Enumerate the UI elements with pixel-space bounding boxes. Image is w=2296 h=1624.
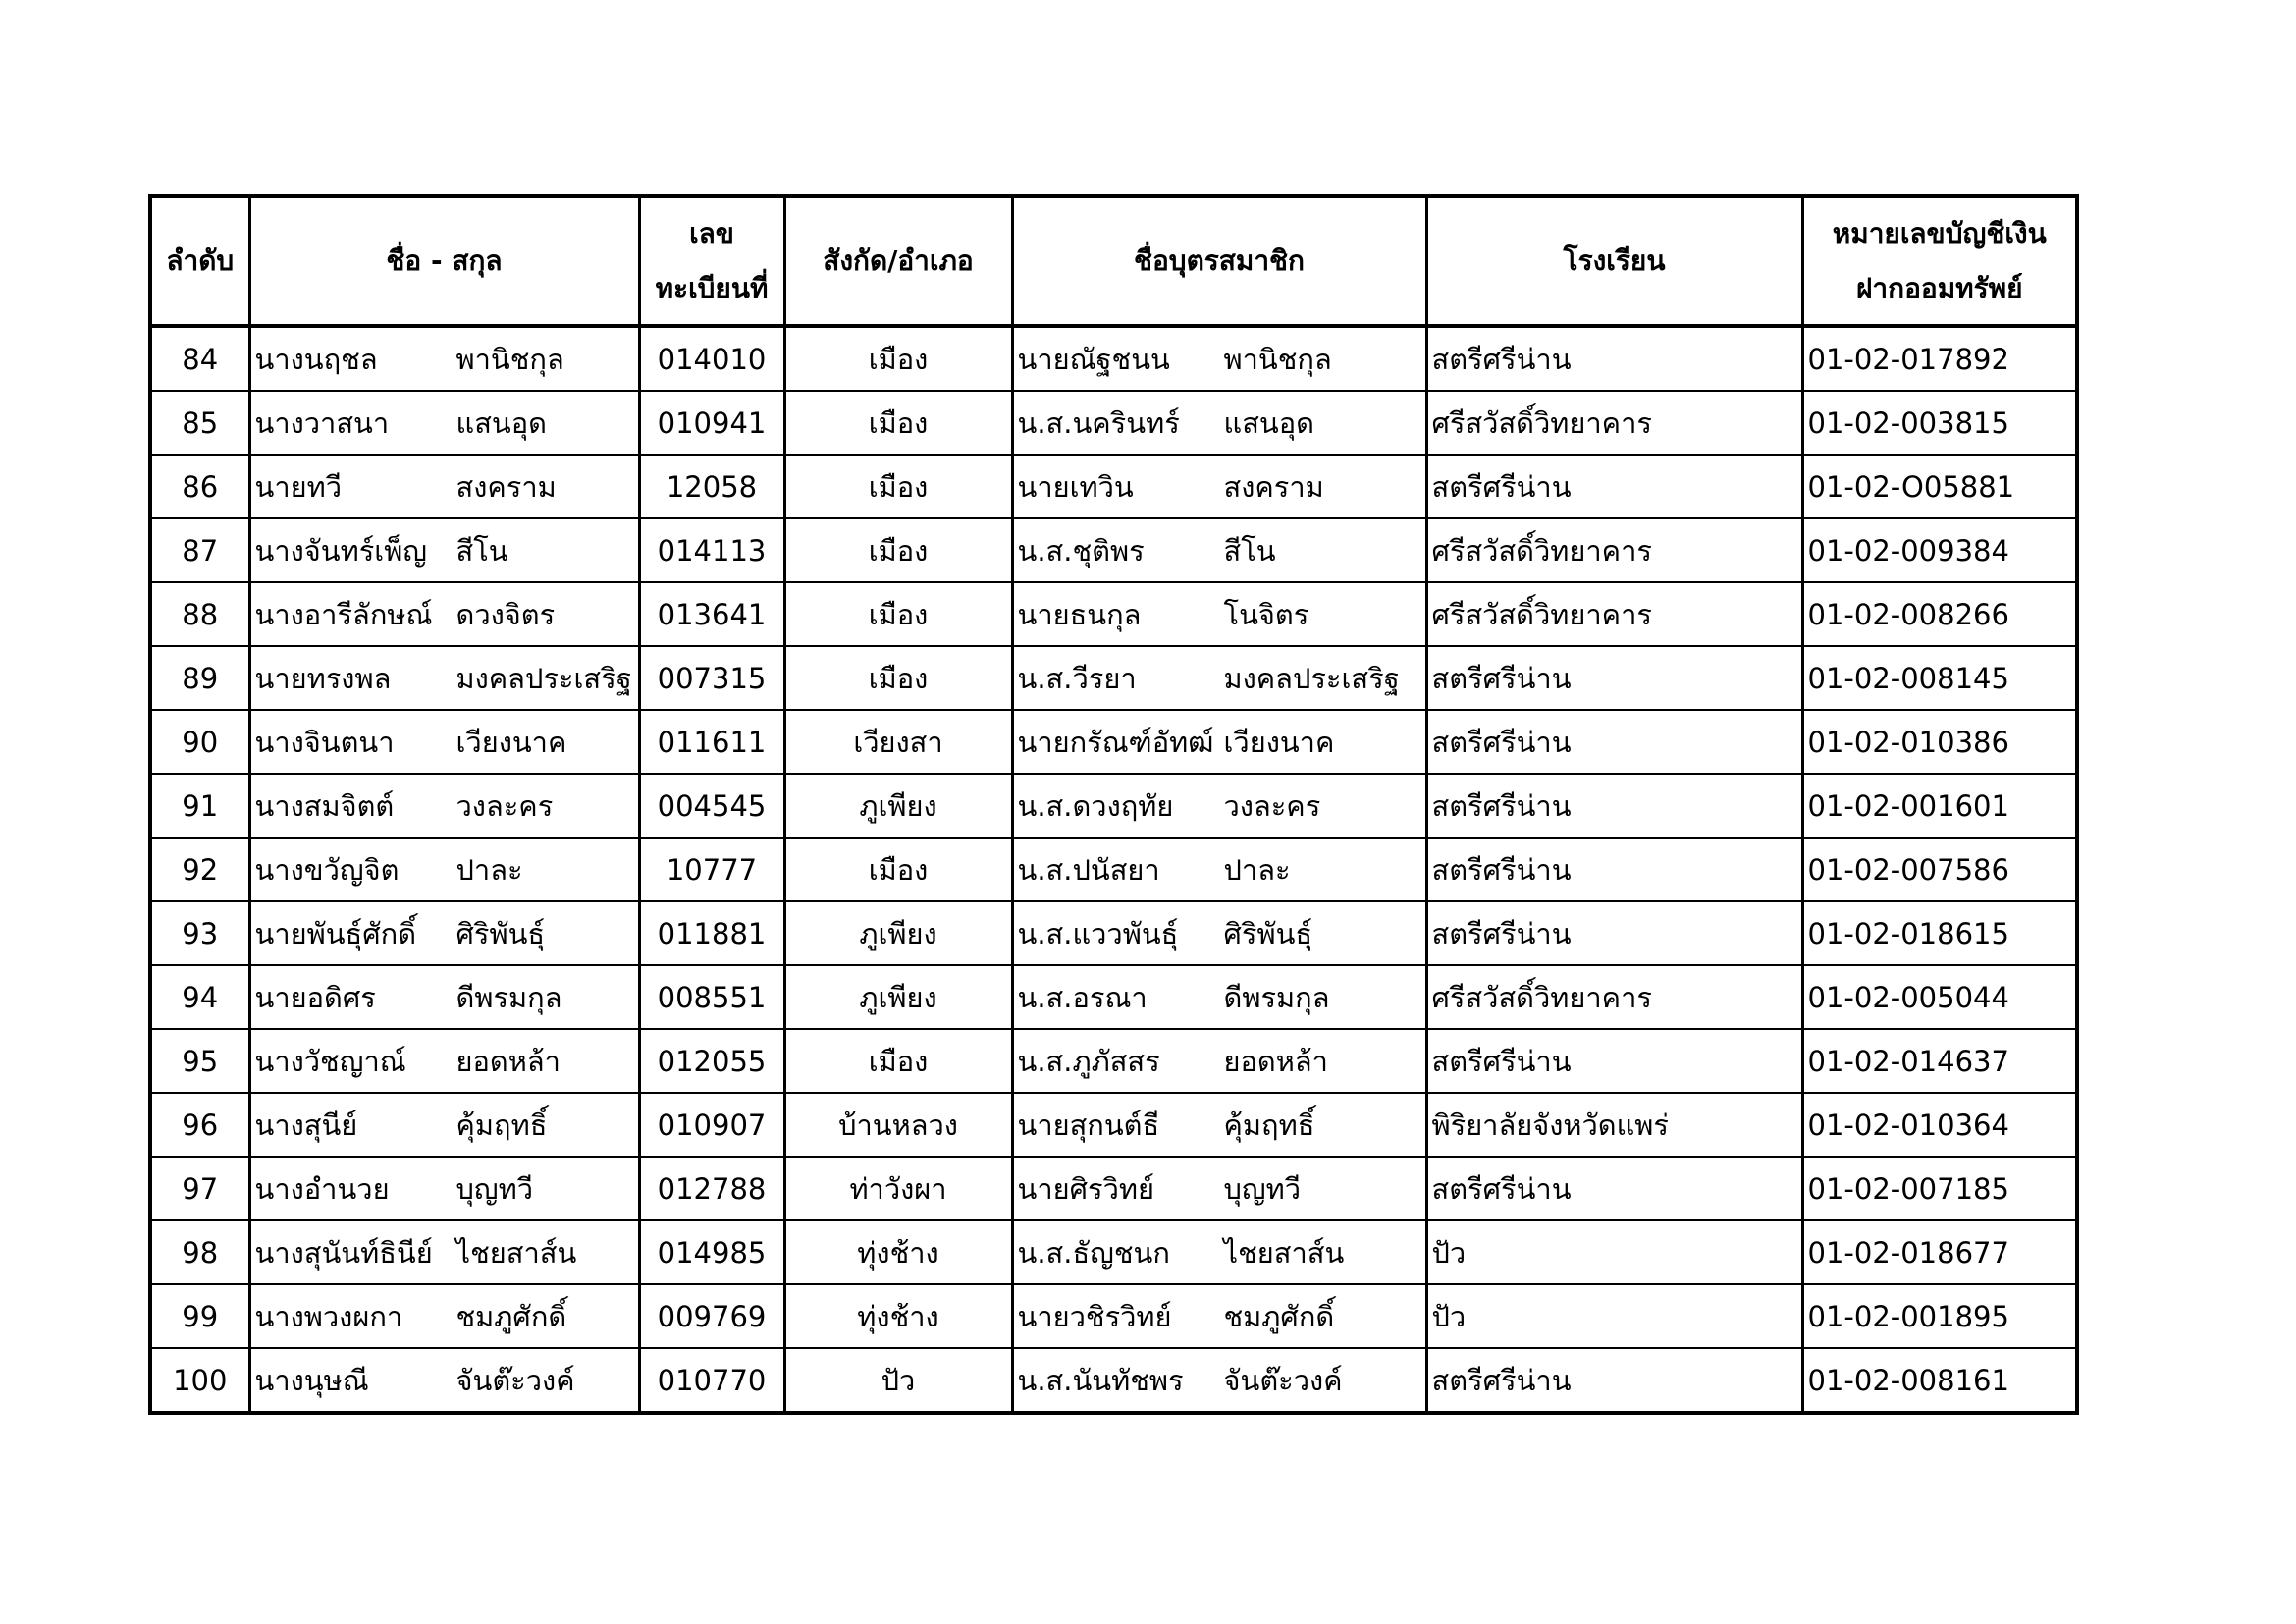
cell-child-name (1012, 774, 1426, 838)
cell-seq: 96 (150, 1093, 249, 1157)
header-seq: ลำดับ (150, 196, 249, 326)
cell-name (249, 1220, 639, 1284)
cell-school: ศรีสวัสดิ์วิทยาคาร (1426, 965, 1802, 1029)
cell-affiliation: เมือง (784, 1029, 1012, 1093)
header-child-name: ชื่อบุตรสมาชิก (1012, 196, 1426, 326)
cell-first-name: นางวาสนา (254, 406, 390, 440)
cell-affiliation: เวียงสา (784, 710, 1012, 774)
header-registration (639, 196, 784, 326)
cell-school: สตรีศรีน่าน (1426, 455, 1802, 518)
table-row (150, 1093, 2077, 1157)
cell-registration: 10777 (639, 838, 784, 901)
cell-account: 01-02-001895 (1802, 1284, 2077, 1348)
cell-account: 01-02-017892 (1802, 326, 2077, 391)
cell-first-name: นางวัชญาณ์ (254, 1044, 406, 1078)
cell-school: สตรีศรีน่าน (1426, 1029, 1802, 1093)
cell-registration: 011611 (639, 710, 784, 774)
cell-registration: 014010 (639, 326, 784, 391)
cell-first-name: นางอำนวย (254, 1171, 390, 1206)
cell-affiliation: เมือง (784, 582, 1012, 646)
table-row (150, 582, 2077, 646)
table-row (150, 646, 2077, 710)
table-row (150, 326, 2077, 391)
table-row (150, 1220, 2077, 1284)
cell-child-first-name: น.ส.อรณา (1017, 980, 1148, 1014)
cell-name (249, 1284, 639, 1348)
cell-child-name (1012, 1348, 1426, 1413)
cell-child-name (1012, 391, 1426, 455)
cell-name (249, 326, 639, 391)
cell-last-name: ปาละ (455, 852, 523, 887)
cell-account: 01-02-010386 (1802, 710, 2077, 774)
cell-child-last-name: มงคลประเสริฐ (1223, 661, 1400, 695)
cell-affiliation: เมือง (784, 455, 1012, 518)
cell-child-last-name: จันต๊ะวงค์ (1223, 1363, 1343, 1397)
cell-child-name (1012, 1220, 1426, 1284)
table-row (150, 518, 2077, 582)
cell-name (249, 582, 639, 646)
cell-seq: 93 (150, 901, 249, 965)
table-row (150, 710, 2077, 774)
cell-name (249, 774, 639, 838)
cell-child-last-name: สงคราม (1223, 469, 1324, 504)
cell-school: ศรีสวัสดิ์วิทยาคาร (1426, 518, 1802, 582)
cell-seq: 90 (150, 710, 249, 774)
cell-registration: 012055 (639, 1029, 784, 1093)
cell-child-name (1012, 1029, 1426, 1093)
cell-affiliation: ท่าวังผา (784, 1157, 1012, 1220)
header-school: โรงเรียน (1426, 196, 1802, 326)
cell-child-first-name: น.ส.ภูภัสสร (1017, 1044, 1160, 1078)
cell-last-name: วงละคร (455, 788, 554, 823)
cell-registration: 012788 (639, 1157, 784, 1220)
cell-seq: 86 (150, 455, 249, 518)
table-row (150, 965, 2077, 1029)
cell-affiliation: ภูเพียง (784, 901, 1012, 965)
cell-name (249, 455, 639, 518)
header-registration-line2: ทะเบียนที่ (655, 272, 769, 304)
cell-first-name: นางนุษณี (254, 1363, 369, 1397)
cell-registration: 007315 (639, 646, 784, 710)
cell-account: 01-02-007185 (1802, 1157, 2077, 1220)
cell-first-name: นางจินตนา (254, 725, 395, 759)
cell-seq: 87 (150, 518, 249, 582)
cell-child-first-name: น.ส.นันทัชพร (1017, 1363, 1184, 1397)
table-row (150, 1029, 2077, 1093)
cell-name (249, 391, 639, 455)
cell-school: สตรีศรีน่าน (1426, 901, 1802, 965)
cell-first-name: นายอดิศร (254, 980, 376, 1014)
cell-child-first-name: น.ส.ธัญชนก (1017, 1235, 1170, 1270)
cell-school: ปัว (1426, 1220, 1802, 1284)
cell-account: 01-02-008266 (1802, 582, 2077, 646)
cell-registration: 014113 (639, 518, 784, 582)
header-name: ชื่อ - สกุล (249, 196, 639, 326)
cell-last-name: บุญทวี (455, 1171, 534, 1206)
cell-affiliation: เมือง (784, 391, 1012, 455)
cell-child-first-name: นายวชิรวิทย์ (1017, 1299, 1172, 1333)
cell-name (249, 1157, 639, 1220)
cell-school: ปัว (1426, 1284, 1802, 1348)
cell-last-name: ไชยสาส์น (455, 1235, 577, 1270)
cell-account: 01-02-010364 (1802, 1093, 2077, 1157)
cell-school: สตรีศรีน่าน (1426, 1157, 1802, 1220)
cell-affiliation: ทุ่งช้าง (784, 1220, 1012, 1284)
member-table-container (148, 194, 2075, 1415)
cell-registration: 009769 (639, 1284, 784, 1348)
cell-child-first-name: น.ส.นครินทร์ (1017, 406, 1180, 440)
cell-child-name (1012, 1157, 1426, 1220)
cell-registration: 010770 (639, 1348, 784, 1413)
cell-child-last-name: ปาละ (1223, 852, 1291, 887)
cell-last-name: มงคลประเสริฐ (455, 661, 632, 695)
cell-child-last-name: โนจิตร (1223, 597, 1309, 631)
cell-account: 01-02-008161 (1802, 1348, 2077, 1413)
cell-affiliation: เมือง (784, 838, 1012, 901)
cell-name (249, 965, 639, 1029)
cell-name (249, 1348, 639, 1413)
cell-seq: 99 (150, 1284, 249, 1348)
cell-account: 01-02-018615 (1802, 901, 2077, 965)
cell-child-last-name: ศิริพันธุ์ (1223, 916, 1313, 950)
cell-seq: 98 (150, 1220, 249, 1284)
cell-last-name: ยอดหล้า (455, 1044, 561, 1078)
cell-child-first-name: น.ส.ปนัสยา (1017, 852, 1160, 887)
cell-child-name (1012, 838, 1426, 901)
cell-seq: 92 (150, 838, 249, 901)
cell-first-name: นายทรงพล (254, 661, 392, 695)
header-account (1802, 196, 2077, 326)
cell-name (249, 1029, 639, 1093)
cell-name (249, 838, 639, 901)
table-body (150, 326, 2077, 1413)
cell-child-first-name: นายกรัณฑ์อัทฒ์ (1017, 725, 1214, 759)
cell-child-last-name: สีโน (1223, 533, 1276, 568)
cell-seq: 95 (150, 1029, 249, 1093)
cell-first-name: นางสุนันท์ธินีย์ (254, 1235, 433, 1270)
cell-first-name: นางขวัญจิต (254, 852, 400, 887)
cell-school: สตรีศรีน่าน (1426, 326, 1802, 391)
cell-child-last-name: เวียงนาค (1223, 725, 1335, 759)
cell-child-last-name: ไชยสาส์น (1223, 1235, 1345, 1270)
cell-affiliation: ทุ่งช้าง (784, 1284, 1012, 1348)
table-row (150, 1284, 2077, 1348)
cell-child-first-name: น.ส.แววพันธุ์ (1017, 916, 1179, 950)
cell-child-name (1012, 965, 1426, 1029)
cell-registration: 004545 (639, 774, 784, 838)
cell-name (249, 901, 639, 965)
cell-first-name: นางสุนีย์ (254, 1108, 358, 1142)
cell-first-name: นายทวี (254, 469, 343, 504)
cell-child-last-name: วงละคร (1223, 788, 1321, 823)
cell-child-first-name: นายสุกนต์ธี (1017, 1108, 1160, 1142)
cell-affiliation: ภูเพียง (784, 774, 1012, 838)
cell-first-name: นางจันทร์เพ็ญ (254, 533, 428, 568)
cell-child-name (1012, 518, 1426, 582)
cell-child-first-name: นายณัฐชนน (1017, 342, 1170, 376)
table-header-row (150, 196, 2077, 326)
table-row (150, 838, 2077, 901)
cell-account: 01-02-O05881 (1802, 455, 2077, 518)
cell-school: สตรีศรีน่าน (1426, 710, 1802, 774)
cell-last-name: ชมภูศักดิ์ (455, 1299, 567, 1333)
cell-account: 01-02-014637 (1802, 1029, 2077, 1093)
cell-name (249, 518, 639, 582)
cell-child-name (1012, 326, 1426, 391)
cell-last-name: ดวงจิตร (455, 597, 556, 631)
cell-registration: 013641 (639, 582, 784, 646)
cell-school: สตรีศรีน่าน (1426, 838, 1802, 901)
table-row (150, 901, 2077, 965)
cell-affiliation: เมือง (784, 518, 1012, 582)
cell-first-name: นางอารีลักษณ์ (254, 597, 433, 631)
table-row (150, 1157, 2077, 1220)
header-account-line1: หมายเลขบัญชีเงิน (1832, 217, 2047, 249)
cell-account: 01-02-008145 (1802, 646, 2077, 710)
table-row (150, 391, 2077, 455)
cell-affiliation: บ้านหลวง (784, 1093, 1012, 1157)
cell-last-name: เวียงนาค (455, 725, 567, 759)
cell-registration: 014985 (639, 1220, 784, 1284)
header-affiliation: สังกัด/อำเภอ (784, 196, 1012, 326)
cell-seq: 85 (150, 391, 249, 455)
cell-school: พิริยาลัยจังหวัดแพร่ (1426, 1093, 1802, 1157)
cell-affiliation: ปัว (784, 1348, 1012, 1413)
cell-child-last-name: พานิชกุล (1223, 342, 1332, 376)
cell-account: 01-02-009384 (1802, 518, 2077, 582)
cell-seq: 94 (150, 965, 249, 1029)
cell-last-name: แสนอุด (455, 406, 547, 440)
cell-child-name (1012, 646, 1426, 710)
cell-child-first-name: น.ส.วีรยา (1017, 661, 1137, 695)
cell-child-first-name: น.ส.ดวงฤทัย (1017, 788, 1174, 823)
cell-seq: 88 (150, 582, 249, 646)
cell-first-name: นางนฤชล (254, 342, 378, 376)
cell-child-last-name: แสนอุด (1223, 406, 1314, 440)
cell-affiliation: เมือง (784, 326, 1012, 391)
cell-child-last-name: คุ้มฤทธิ์ (1223, 1108, 1315, 1142)
cell-seq: 89 (150, 646, 249, 710)
cell-child-first-name: นายเทวิน (1017, 469, 1134, 504)
cell-account: 01-02-001601 (1802, 774, 2077, 838)
cell-child-name (1012, 455, 1426, 518)
cell-child-name (1012, 582, 1426, 646)
cell-account: 01-02-018677 (1802, 1220, 2077, 1284)
cell-child-last-name: บุญทวี (1223, 1171, 1302, 1206)
cell-account: 01-02-005044 (1802, 965, 2077, 1029)
cell-account: 01-02-007586 (1802, 838, 2077, 901)
cell-registration: 010941 (639, 391, 784, 455)
cell-first-name: นางพวงผกา (254, 1299, 403, 1333)
cell-first-name: นางสมจิตต์ (254, 788, 395, 823)
cell-registration: 011881 (639, 901, 784, 965)
cell-affiliation: เมือง (784, 646, 1012, 710)
cell-child-first-name: นายธนกุล (1017, 597, 1142, 631)
cell-account: 01-02-003815 (1802, 391, 2077, 455)
cell-school: สตรีศรีน่าน (1426, 774, 1802, 838)
cell-affiliation: ภูเพียง (784, 965, 1012, 1029)
cell-child-name (1012, 1284, 1426, 1348)
cell-child-first-name: นายศิรวิทย์ (1017, 1171, 1154, 1206)
cell-first-name: นายพันธุ์ศักดิ์ (254, 916, 417, 950)
cell-child-last-name: ยอดหล้า (1223, 1044, 1328, 1078)
cell-registration: 12058 (639, 455, 784, 518)
cell-child-name (1012, 710, 1426, 774)
cell-seq: 97 (150, 1157, 249, 1220)
cell-last-name: ศิริพันธุ์ (455, 916, 546, 950)
cell-last-name: ดีพรมกุล (455, 980, 562, 1014)
table-row (150, 455, 2077, 518)
member-table (148, 194, 2079, 1415)
cell-seq: 91 (150, 774, 249, 838)
cell-name (249, 646, 639, 710)
cell-school: ศรีสวัสดิ์วิทยาคาร (1426, 582, 1802, 646)
cell-child-first-name: น.ส.ชุติพร (1017, 533, 1145, 568)
header-account-line2: ฝากออมทรัพย์ (1855, 272, 2023, 304)
cell-child-last-name: ดีพรมกุล (1223, 980, 1330, 1014)
cell-last-name: สีโน (455, 533, 508, 568)
cell-registration: 008551 (639, 965, 784, 1029)
cell-name (249, 1093, 639, 1157)
cell-name (249, 710, 639, 774)
cell-seq: 100 (150, 1348, 249, 1413)
cell-registration: 010907 (639, 1093, 784, 1157)
cell-last-name: คุ้มฤทธิ์ (455, 1108, 548, 1142)
cell-child-name (1012, 1093, 1426, 1157)
cell-last-name: สงคราม (455, 469, 557, 504)
cell-school: สตรีศรีน่าน (1426, 646, 1802, 710)
cell-school: ศรีสวัสดิ์วิทยาคาร (1426, 391, 1802, 455)
cell-child-name (1012, 901, 1426, 965)
cell-last-name: จันต๊ะวงค์ (455, 1363, 575, 1397)
cell-last-name: พานิชกุล (455, 342, 564, 376)
cell-school: สตรีศรีน่าน (1426, 1348, 1802, 1413)
table-row (150, 1348, 2077, 1413)
table-row (150, 774, 2077, 838)
header-registration-line1: เลข (689, 217, 734, 249)
cell-seq: 84 (150, 326, 249, 391)
cell-child-last-name: ชมภูศักดิ์ (1223, 1299, 1335, 1333)
